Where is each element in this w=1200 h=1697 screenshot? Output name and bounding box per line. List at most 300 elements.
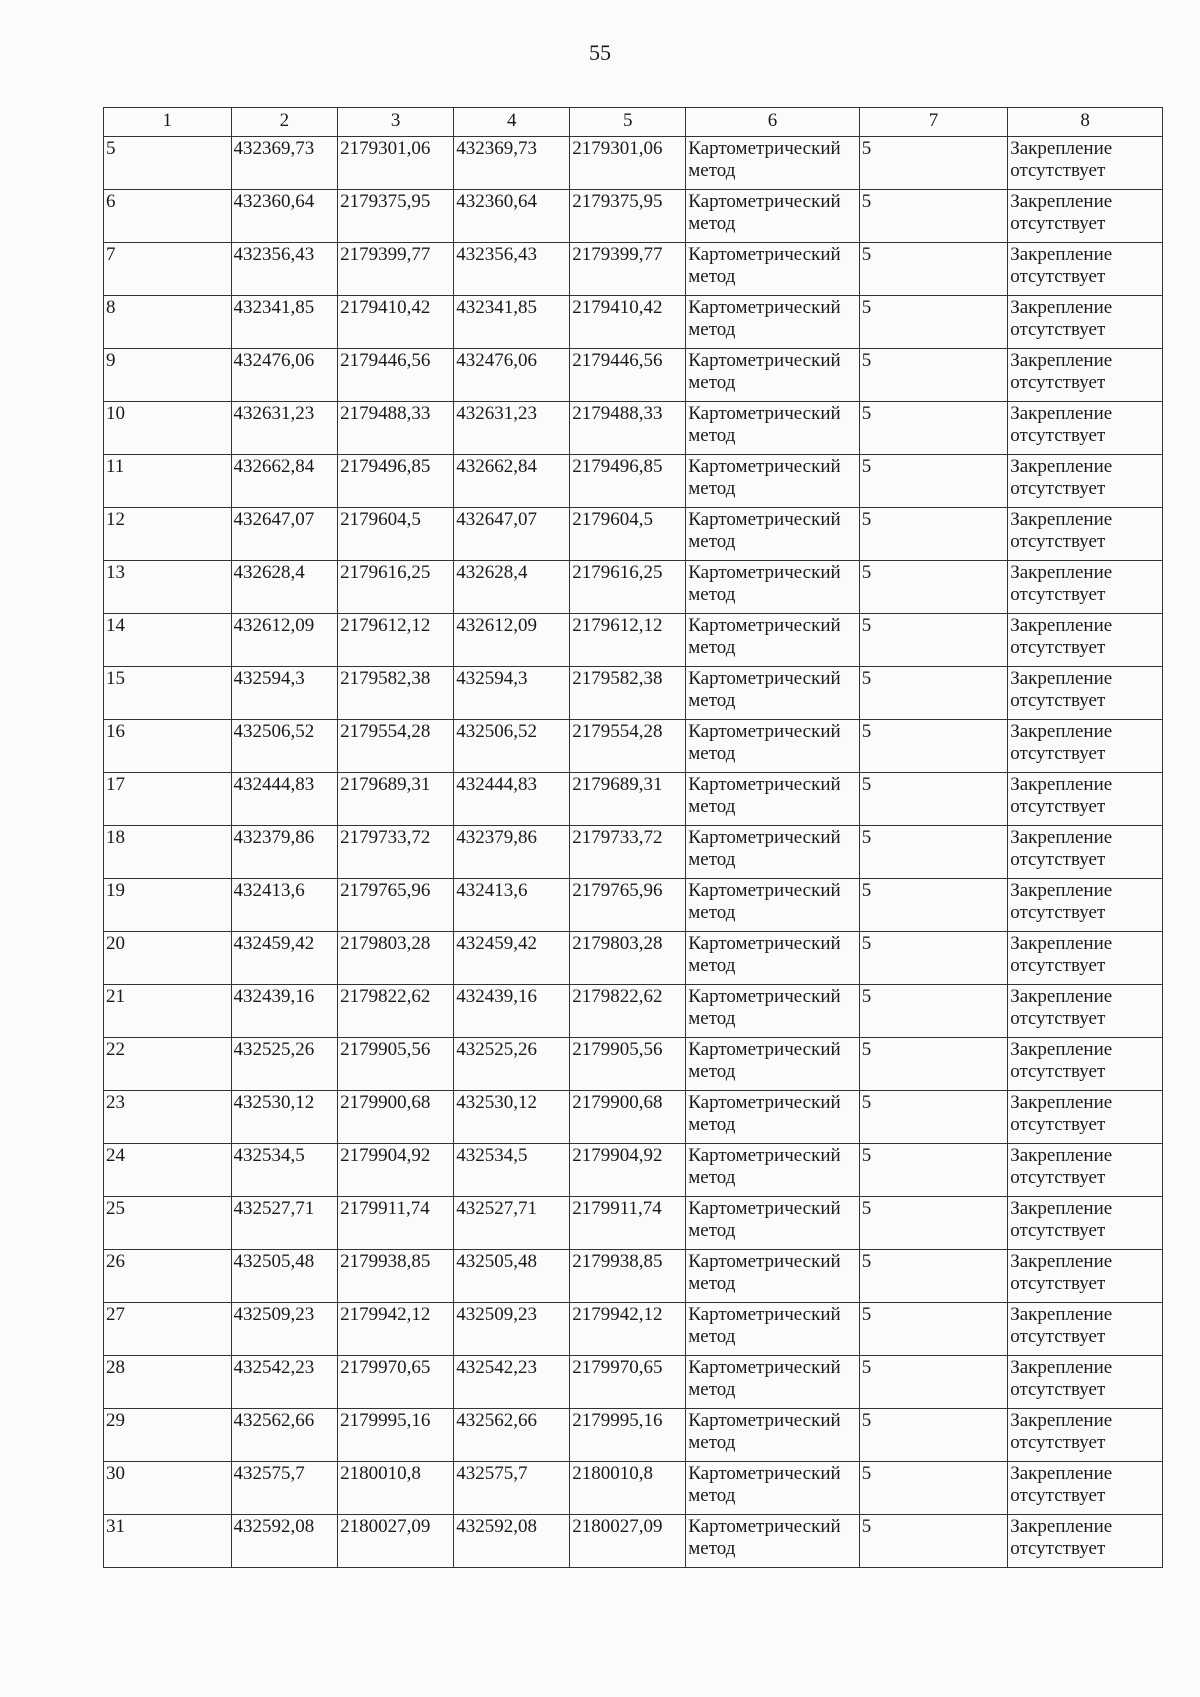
method-label-line1: Картометрический [688, 403, 841, 424]
y-coordinate-cell: 2179995,16 [338, 1409, 454, 1462]
method-label-line1: Картометрический [688, 1145, 841, 1166]
precision-cell: 5 [859, 1462, 1007, 1515]
method-cell [686, 1197, 860, 1250]
point-number-cell: 6 [104, 190, 232, 243]
y-coordinate-cell: 2180010,8 [338, 1462, 454, 1515]
table-row [104, 614, 1163, 667]
method-label-line1: Картометрический [688, 138, 841, 159]
fixing-cell [1008, 1197, 1163, 1250]
table-row [104, 879, 1163, 932]
y-coordinate-cell: 2179375,95 [570, 190, 686, 243]
precision-cell: 5 [859, 932, 1007, 985]
precision-cell: 5 [859, 402, 1007, 455]
point-number-cell: 17 [104, 773, 232, 826]
method-cell [686, 1303, 860, 1356]
y-coordinate-cell: 2179410,42 [338, 296, 454, 349]
fixing-line2: отсутствует [1010, 531, 1106, 552]
header-cell: 6 [686, 108, 860, 137]
point-number-cell: 21 [104, 985, 232, 1038]
point-number-cell: 16 [104, 720, 232, 773]
method-label-line2: метод [688, 425, 736, 446]
method-label-line2: метод [688, 690, 736, 711]
x-coordinate-cell: 432594,3 [231, 667, 338, 720]
fixing-line2: отсутствует [1010, 1061, 1106, 1082]
x-coordinate-cell: 432444,83 [454, 773, 570, 826]
fixing-line2: отсутствует [1010, 1485, 1106, 1506]
x-coordinate-cell: 432444,83 [231, 773, 338, 826]
fixing-line1: Закрепление [1010, 774, 1113, 795]
x-coordinate-cell: 432459,42 [454, 932, 570, 985]
y-coordinate-cell: 2179822,62 [570, 985, 686, 1038]
x-coordinate-cell: 432527,71 [454, 1197, 570, 1250]
table-row [104, 1356, 1163, 1409]
point-number-cell: 26 [104, 1250, 232, 1303]
method-label-line2: метод [688, 1273, 736, 1294]
method-label-line2: метод [688, 1379, 736, 1400]
method-cell [686, 667, 860, 720]
fixing-line2: отсутствует [1010, 690, 1106, 711]
x-coordinate-cell: 432509,23 [231, 1303, 338, 1356]
y-coordinate-cell: 2179446,56 [338, 349, 454, 402]
method-label-line2: метод [688, 372, 736, 393]
fixing-line1: Закрепление [1010, 1304, 1113, 1325]
fixing-line2: отсутствует [1010, 1008, 1106, 1029]
y-coordinate-cell: 2179582,38 [338, 667, 454, 720]
page-number: 55 [589, 40, 611, 65]
method-label-line1: Картометрический [688, 1039, 841, 1060]
fixing-line1: Закрепление [1010, 1516, 1113, 1537]
y-coordinate-cell: 2179375,95 [338, 190, 454, 243]
y-coordinate-cell: 2179822,62 [338, 985, 454, 1038]
y-coordinate-cell: 2179911,74 [338, 1197, 454, 1250]
method-label-line1: Картометрический [688, 1463, 841, 1484]
table-row [104, 1409, 1163, 1462]
fixing-cell [1008, 985, 1163, 1038]
fixing-line1: Закрепление [1010, 1251, 1113, 1272]
y-coordinate-cell: 2179765,96 [570, 879, 686, 932]
x-coordinate-cell: 432356,43 [231, 243, 338, 296]
y-coordinate-cell: 2180027,09 [570, 1515, 686, 1568]
x-coordinate-cell: 432647,07 [454, 508, 570, 561]
x-coordinate-cell: 432631,23 [454, 402, 570, 455]
table-row [104, 296, 1163, 349]
method-cell [686, 932, 860, 985]
method-label-line2: метод [688, 743, 736, 764]
point-number-cell: 30 [104, 1462, 232, 1515]
fixing-cell [1008, 349, 1163, 402]
method-label-line2: метод [688, 266, 736, 287]
precision-cell: 5 [859, 614, 1007, 667]
point-number-cell: 28 [104, 1356, 232, 1409]
y-coordinate-cell: 2179488,33 [338, 402, 454, 455]
y-coordinate-cell: 2179905,56 [570, 1038, 686, 1091]
method-label-line1: Картометрический [688, 880, 841, 901]
table-row [104, 190, 1163, 243]
method-cell [686, 455, 860, 508]
fixing-line2: отсутствует [1010, 902, 1106, 923]
precision-cell: 5 [859, 561, 1007, 614]
fixing-cell [1008, 1038, 1163, 1091]
method-label-line1: Картометрический [688, 1516, 841, 1537]
x-coordinate-cell: 432594,3 [454, 667, 570, 720]
precision-cell: 5 [859, 720, 1007, 773]
method-cell [686, 1091, 860, 1144]
fixing-line1: Закрепление [1010, 1357, 1113, 1378]
fixing-line2: отсутствует [1010, 1326, 1106, 1347]
fixing-line1: Закрепление [1010, 1463, 1113, 1484]
precision-cell: 5 [859, 879, 1007, 932]
x-coordinate-cell: 432530,12 [454, 1091, 570, 1144]
point-number-cell: 22 [104, 1038, 232, 1091]
y-coordinate-cell: 2179446,56 [570, 349, 686, 402]
precision-cell: 5 [859, 243, 1007, 296]
method-label-line2: метод [688, 902, 736, 923]
table-row [104, 243, 1163, 296]
method-cell [686, 1144, 860, 1197]
point-number-cell: 7 [104, 243, 232, 296]
table-row [104, 985, 1163, 1038]
method-label-line1: Картометрический [688, 1251, 841, 1272]
method-cell [686, 1356, 860, 1409]
method-cell [686, 1250, 860, 1303]
y-coordinate-cell: 2180027,09 [338, 1515, 454, 1568]
point-number-cell: 5 [104, 137, 232, 190]
x-coordinate-cell: 432360,64 [231, 190, 338, 243]
method-cell [686, 1462, 860, 1515]
y-coordinate-cell: 2179803,28 [338, 932, 454, 985]
x-coordinate-cell: 432439,16 [231, 985, 338, 1038]
fixing-cell [1008, 1144, 1163, 1197]
header-cell: 4 [454, 108, 570, 137]
x-coordinate-cell: 432525,26 [231, 1038, 338, 1091]
fixing-line2: отсутствует [1010, 584, 1106, 605]
x-coordinate-cell: 432356,43 [454, 243, 570, 296]
y-coordinate-cell: 2179803,28 [570, 932, 686, 985]
method-cell [686, 402, 860, 455]
method-label-line1: Картометрический [688, 456, 841, 477]
fixing-line2: отсутствует [1010, 266, 1106, 287]
precision-cell: 5 [859, 985, 1007, 1038]
x-coordinate-cell: 432612,09 [231, 614, 338, 667]
fixing-line2: отсутствует [1010, 796, 1106, 817]
method-label-line1: Картометрический [688, 668, 841, 689]
table-row [104, 773, 1163, 826]
method-label-line1: Картометрический [688, 509, 841, 530]
x-coordinate-cell: 432360,64 [454, 190, 570, 243]
fixing-line1: Закрепление [1010, 297, 1113, 318]
method-cell [686, 985, 860, 1038]
point-number-cell: 27 [104, 1303, 232, 1356]
precision-cell: 5 [859, 1515, 1007, 1568]
y-coordinate-cell: 2179900,68 [338, 1091, 454, 1144]
fixing-cell [1008, 667, 1163, 720]
method-label-line1: Картометрический [688, 1304, 841, 1325]
y-coordinate-cell: 2179904,92 [570, 1144, 686, 1197]
method-label-line2: метод [688, 319, 736, 340]
fixing-line2: отсутствует [1010, 1538, 1106, 1559]
fixing-cell [1008, 720, 1163, 773]
x-coordinate-cell: 432476,06 [231, 349, 338, 402]
x-coordinate-cell: 432506,52 [454, 720, 570, 773]
method-label-line2: метод [688, 955, 736, 976]
fixing-cell [1008, 1462, 1163, 1515]
table-row [104, 667, 1163, 720]
fixing-line1: Закрепление [1010, 1092, 1113, 1113]
x-coordinate-cell: 432369,73 [231, 137, 338, 190]
fixing-cell [1008, 826, 1163, 879]
point-number-cell: 31 [104, 1515, 232, 1568]
fixing-line1: Закрепление [1010, 138, 1113, 159]
fixing-line2: отсутствует [1010, 743, 1106, 764]
point-number-cell: 9 [104, 349, 232, 402]
precision-cell: 5 [859, 455, 1007, 508]
x-coordinate-cell: 432341,85 [454, 296, 570, 349]
method-label-line2: метод [688, 1167, 736, 1188]
method-label-line1: Картометрический [688, 827, 841, 848]
x-coordinate-cell: 432631,23 [231, 402, 338, 455]
y-coordinate-cell: 2180010,8 [570, 1462, 686, 1515]
header-cell: 2 [231, 108, 338, 137]
method-label-line2: метод [688, 213, 736, 234]
precision-cell: 5 [859, 1356, 1007, 1409]
fixing-cell [1008, 296, 1163, 349]
fixing-line1: Закрепление [1010, 986, 1113, 1007]
fixing-line1: Закрепление [1010, 721, 1113, 742]
coordinates-table [103, 107, 1163, 1568]
point-number-cell: 15 [104, 667, 232, 720]
method-cell [686, 137, 860, 190]
y-coordinate-cell: 2179616,25 [338, 561, 454, 614]
method-label-line1: Картометрический [688, 562, 841, 583]
fixing-line2: отсутствует [1010, 372, 1106, 393]
fixing-line2: отсутствует [1010, 1379, 1106, 1400]
x-coordinate-cell: 432413,6 [454, 879, 570, 932]
fixing-line2: отсутствует [1010, 955, 1106, 976]
precision-cell: 5 [859, 773, 1007, 826]
y-coordinate-cell: 2179554,28 [338, 720, 454, 773]
method-label-line1: Картометрический [688, 721, 841, 742]
method-label-line2: метод [688, 584, 736, 605]
method-label-line1: Картометрический [688, 1198, 841, 1219]
x-coordinate-cell: 432534,5 [231, 1144, 338, 1197]
method-cell [686, 243, 860, 296]
fixing-cell [1008, 508, 1163, 561]
table-row [104, 455, 1163, 508]
method-label-line2: метод [688, 1061, 736, 1082]
table-row [104, 1462, 1163, 1515]
x-coordinate-cell: 432413,6 [231, 879, 338, 932]
method-label-line2: метод [688, 1538, 736, 1559]
table-row [104, 349, 1163, 402]
precision-cell: 5 [859, 1409, 1007, 1462]
fixing-line1: Закрепление [1010, 1198, 1113, 1219]
y-coordinate-cell: 2179942,12 [338, 1303, 454, 1356]
method-label-line1: Картометрический [688, 933, 841, 954]
x-coordinate-cell: 432506,52 [231, 720, 338, 773]
fixing-line1: Закрепление [1010, 668, 1113, 689]
fixing-cell [1008, 190, 1163, 243]
y-coordinate-cell: 2179496,85 [338, 455, 454, 508]
precision-cell: 5 [859, 190, 1007, 243]
precision-cell: 5 [859, 296, 1007, 349]
method-cell [686, 296, 860, 349]
method-label-line1: Картометрический [688, 1092, 841, 1113]
y-coordinate-cell: 2179904,92 [338, 1144, 454, 1197]
method-label-line1: Картометрический [688, 986, 841, 1007]
x-coordinate-cell: 432575,7 [231, 1462, 338, 1515]
fixing-cell [1008, 1356, 1163, 1409]
table-header-row [104, 108, 1163, 137]
table-row [104, 508, 1163, 561]
x-coordinate-cell: 432341,85 [231, 296, 338, 349]
y-coordinate-cell: 2179488,33 [570, 402, 686, 455]
fixing-line1: Закрепление [1010, 191, 1113, 212]
method-label-line2: метод [688, 1114, 736, 1135]
fixing-cell [1008, 1250, 1163, 1303]
fixing-line2: отсутствует [1010, 1114, 1106, 1135]
point-number-cell: 24 [104, 1144, 232, 1197]
fixing-cell [1008, 879, 1163, 932]
fixing-cell [1008, 561, 1163, 614]
header-cell: 8 [1008, 108, 1163, 137]
y-coordinate-cell: 2179911,74 [570, 1197, 686, 1250]
y-coordinate-cell: 2179942,12 [570, 1303, 686, 1356]
point-number-cell: 13 [104, 561, 232, 614]
fixing-line2: отсутствует [1010, 319, 1106, 340]
point-number-cell: 11 [104, 455, 232, 508]
method-label-line2: метод [688, 849, 736, 870]
method-cell [686, 720, 860, 773]
y-coordinate-cell: 2179604,5 [570, 508, 686, 561]
y-coordinate-cell: 2179938,85 [570, 1250, 686, 1303]
fixing-line2: отсутствует [1010, 637, 1106, 658]
precision-cell: 5 [859, 508, 1007, 561]
fixing-cell [1008, 1303, 1163, 1356]
fixing-line1: Закрепление [1010, 933, 1113, 954]
x-coordinate-cell: 432628,4 [454, 561, 570, 614]
x-coordinate-cell: 432575,7 [454, 1462, 570, 1515]
table-row [104, 561, 1163, 614]
method-cell [686, 190, 860, 243]
y-coordinate-cell: 2179765,96 [338, 879, 454, 932]
x-coordinate-cell: 432592,08 [454, 1515, 570, 1568]
table-row [104, 720, 1163, 773]
table-row [104, 826, 1163, 879]
header-cell: 1 [104, 108, 232, 137]
y-coordinate-cell: 2179410,42 [570, 296, 686, 349]
precision-cell: 5 [859, 1303, 1007, 1356]
y-coordinate-cell: 2179301,06 [570, 137, 686, 190]
point-number-cell: 19 [104, 879, 232, 932]
x-coordinate-cell: 432379,86 [454, 826, 570, 879]
fixing-line1: Закрепление [1010, 880, 1113, 901]
fixing-line1: Закрепление [1010, 456, 1113, 477]
precision-cell: 5 [859, 349, 1007, 402]
fixing-cell [1008, 1515, 1163, 1568]
y-coordinate-cell: 2179938,85 [338, 1250, 454, 1303]
x-coordinate-cell: 432542,23 [454, 1356, 570, 1409]
method-cell [686, 1409, 860, 1462]
x-coordinate-cell: 432662,84 [454, 455, 570, 508]
fixing-line1: Закрепление [1010, 1039, 1113, 1060]
y-coordinate-cell: 2179733,72 [570, 826, 686, 879]
x-coordinate-cell: 432628,4 [231, 561, 338, 614]
x-coordinate-cell: 432459,42 [231, 932, 338, 985]
fixing-cell [1008, 402, 1163, 455]
precision-cell: 5 [859, 1144, 1007, 1197]
fixing-line2: отсутствует [1010, 213, 1106, 234]
precision-cell: 5 [859, 667, 1007, 720]
point-number-cell: 8 [104, 296, 232, 349]
method-label-line2: метод [688, 531, 736, 552]
fixing-line1: Закрепление [1010, 562, 1113, 583]
fixing-line1: Закрепление [1010, 827, 1113, 848]
method-label-line2: метод [688, 1485, 736, 1506]
x-coordinate-cell: 432662,84 [231, 455, 338, 508]
point-number-cell: 12 [104, 508, 232, 561]
x-coordinate-cell: 432647,07 [231, 508, 338, 561]
y-coordinate-cell: 2179970,65 [338, 1356, 454, 1409]
y-coordinate-cell: 2179612,12 [570, 614, 686, 667]
point-number-cell: 20 [104, 932, 232, 985]
x-coordinate-cell: 432530,12 [231, 1091, 338, 1144]
method-label-line2: метод [688, 1432, 736, 1453]
fixing-line1: Закрепление [1010, 615, 1113, 636]
fixing-cell [1008, 137, 1163, 190]
table-row [104, 1197, 1163, 1250]
fixing-cell [1008, 243, 1163, 296]
precision-cell: 5 [859, 826, 1007, 879]
fixing-cell [1008, 455, 1163, 508]
fixing-line2: отсутствует [1010, 425, 1106, 446]
fixing-line1: Закрепление [1010, 509, 1113, 530]
method-label-line1: Картометрический [688, 615, 841, 636]
x-coordinate-cell: 432369,73 [454, 137, 570, 190]
point-number-cell: 18 [104, 826, 232, 879]
precision-cell: 5 [859, 1197, 1007, 1250]
method-label-line2: метод [688, 1008, 736, 1029]
method-cell [686, 614, 860, 667]
table-row [104, 1515, 1163, 1568]
table-row [104, 1038, 1163, 1091]
header-cell: 5 [570, 108, 686, 137]
table-row [104, 1303, 1163, 1356]
point-number-cell: 29 [104, 1409, 232, 1462]
x-coordinate-cell: 432562,66 [231, 1409, 338, 1462]
header-cell: 7 [859, 108, 1007, 137]
point-number-cell: 10 [104, 402, 232, 455]
method-label-line1: Картометрический [688, 1410, 841, 1431]
method-label-line1: Картометрический [688, 350, 841, 371]
fixing-cell [1008, 773, 1163, 826]
method-label-line2: метод [688, 1326, 736, 1347]
method-cell [686, 879, 860, 932]
method-cell [686, 508, 860, 561]
precision-cell: 5 [859, 137, 1007, 190]
fixing-line1: Закрепление [1010, 1145, 1113, 1166]
fixing-line2: отсутствует [1010, 849, 1106, 870]
y-coordinate-cell: 2179399,77 [338, 243, 454, 296]
method-cell [686, 1515, 860, 1568]
method-label-line2: метод [688, 160, 736, 181]
fixing-line2: отсутствует [1010, 160, 1106, 181]
precision-cell: 5 [859, 1250, 1007, 1303]
y-coordinate-cell: 2179612,12 [338, 614, 454, 667]
header-cell: 3 [338, 108, 454, 137]
x-coordinate-cell: 432509,23 [454, 1303, 570, 1356]
method-label-line1: Картометрический [688, 191, 841, 212]
y-coordinate-cell: 2179399,77 [570, 243, 686, 296]
